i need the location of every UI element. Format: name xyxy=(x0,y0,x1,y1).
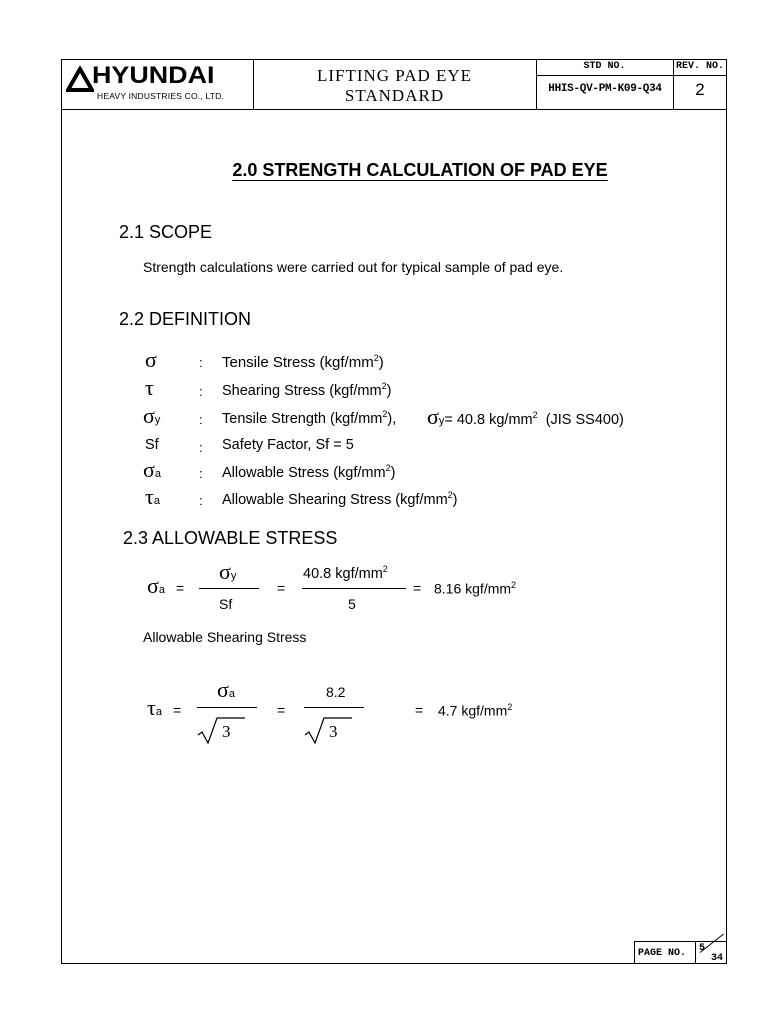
eq2-lhs: τa xyxy=(147,695,162,720)
company-subtitle: HEAVY INDUSTRIES CO., LTD. xyxy=(97,91,225,101)
definition-symbol: σ xyxy=(145,347,157,372)
definition-text: Safety Factor, Sf = 5 xyxy=(222,437,354,453)
fraction-bar xyxy=(199,588,259,589)
page-border xyxy=(61,59,727,964)
eq2-equals: = xyxy=(277,702,286,718)
eq1-den1: Sf xyxy=(219,596,233,612)
hyundai-triangle-icon xyxy=(66,66,94,92)
definition-colon: : xyxy=(199,412,203,427)
eq2-lhs-equals: = xyxy=(173,702,182,718)
fraction-bar xyxy=(302,588,406,589)
header-divider xyxy=(61,109,727,110)
eq1-result: 8.16 kgf/$mm^2$ xyxy=(434,580,517,597)
eq1-lhs: σa xyxy=(147,573,165,598)
eq1-num2: 40.8 kgf/$mm^2$ xyxy=(303,564,388,582)
eq1-equals: = xyxy=(413,580,422,596)
rev-no-value: 2 xyxy=(695,80,705,99)
definition-colon: : xyxy=(199,355,203,370)
definition-symbol: τa xyxy=(145,484,160,509)
company-logo xyxy=(66,64,248,104)
definition-symbol: σy xyxy=(143,403,161,428)
definition-colon: : xyxy=(199,466,203,481)
page-box-divider xyxy=(695,941,696,964)
header-row-divider xyxy=(536,75,727,76)
yield-strength-value: σy= 40.8 $kg/mm^2$ (JIS SS400) xyxy=(427,404,624,429)
eq2-num2: 8.2 xyxy=(326,684,346,700)
page-label: PAGE NO. xyxy=(638,948,687,959)
eq2-num1: σa xyxy=(217,677,235,702)
definition-text: Tensile Stress $(kgf/mm^2)$ xyxy=(222,353,384,371)
eq1-den2: 5 xyxy=(348,596,356,612)
definition-text: Allowable Stress $(kgf/mm^2)$ xyxy=(222,463,396,481)
fraction-bar xyxy=(197,707,257,708)
definition-text: Allowable Shearing Stress $(kgf/mm^2)$ xyxy=(222,490,458,508)
definition-symbol: σa xyxy=(143,457,161,482)
section-title-text: 2.0 STRENGTH CALCULATION OF PAD EYE xyxy=(232,160,608,180)
definition-colon: : xyxy=(199,493,203,508)
page-current: 5 xyxy=(699,943,706,954)
doc-title-line2: STANDARD xyxy=(344,86,445,105)
page-total: 34 xyxy=(711,953,724,964)
definition-heading: 2.2 DEFINITION xyxy=(119,309,252,329)
eq2-den1: 3 xyxy=(222,722,231,741)
eq2-equals: = xyxy=(415,702,424,718)
definition-symbol: Sf xyxy=(145,437,159,453)
eq2-result: 4.7 kgf/$mm^2$ xyxy=(438,702,513,719)
scope-heading: 2.1 SCOPE xyxy=(119,222,213,242)
section-title xyxy=(0,160,768,181)
definition-colon: : xyxy=(199,440,203,455)
company-wordmark: HYUNDAI xyxy=(92,62,215,89)
definition-colon: : xyxy=(199,384,203,399)
std-no-label: STD NO. xyxy=(583,61,626,72)
rev-no-label: REV. NO. xyxy=(675,61,724,72)
definition-symbol: τ xyxy=(145,375,154,400)
allowable-heading: 2.3 ALLOWABLE STRESS xyxy=(123,528,338,548)
definition-text: Shearing Stress $(kgf/mm^2)$ xyxy=(222,381,392,399)
eq1-num1: σy xyxy=(219,559,237,584)
eq1-equals: = xyxy=(277,580,286,596)
doc-title-line1: LIFTING PAD EYE xyxy=(316,66,473,85)
scope-text: Strength calculations were carried out for typical sample of pad eye. xyxy=(143,259,564,275)
definition-text: Tensile Strength $(kgf/mm^2)$, xyxy=(222,409,397,427)
eq1-lhs-equals: = xyxy=(176,580,185,596)
fraction-bar xyxy=(304,707,364,708)
std-no-value: HHIS-QV-PM-K09-Q34 xyxy=(548,83,662,95)
shear-label: Allowable Shearing Stress xyxy=(143,629,307,645)
eq2-den2: 3 xyxy=(329,722,338,741)
